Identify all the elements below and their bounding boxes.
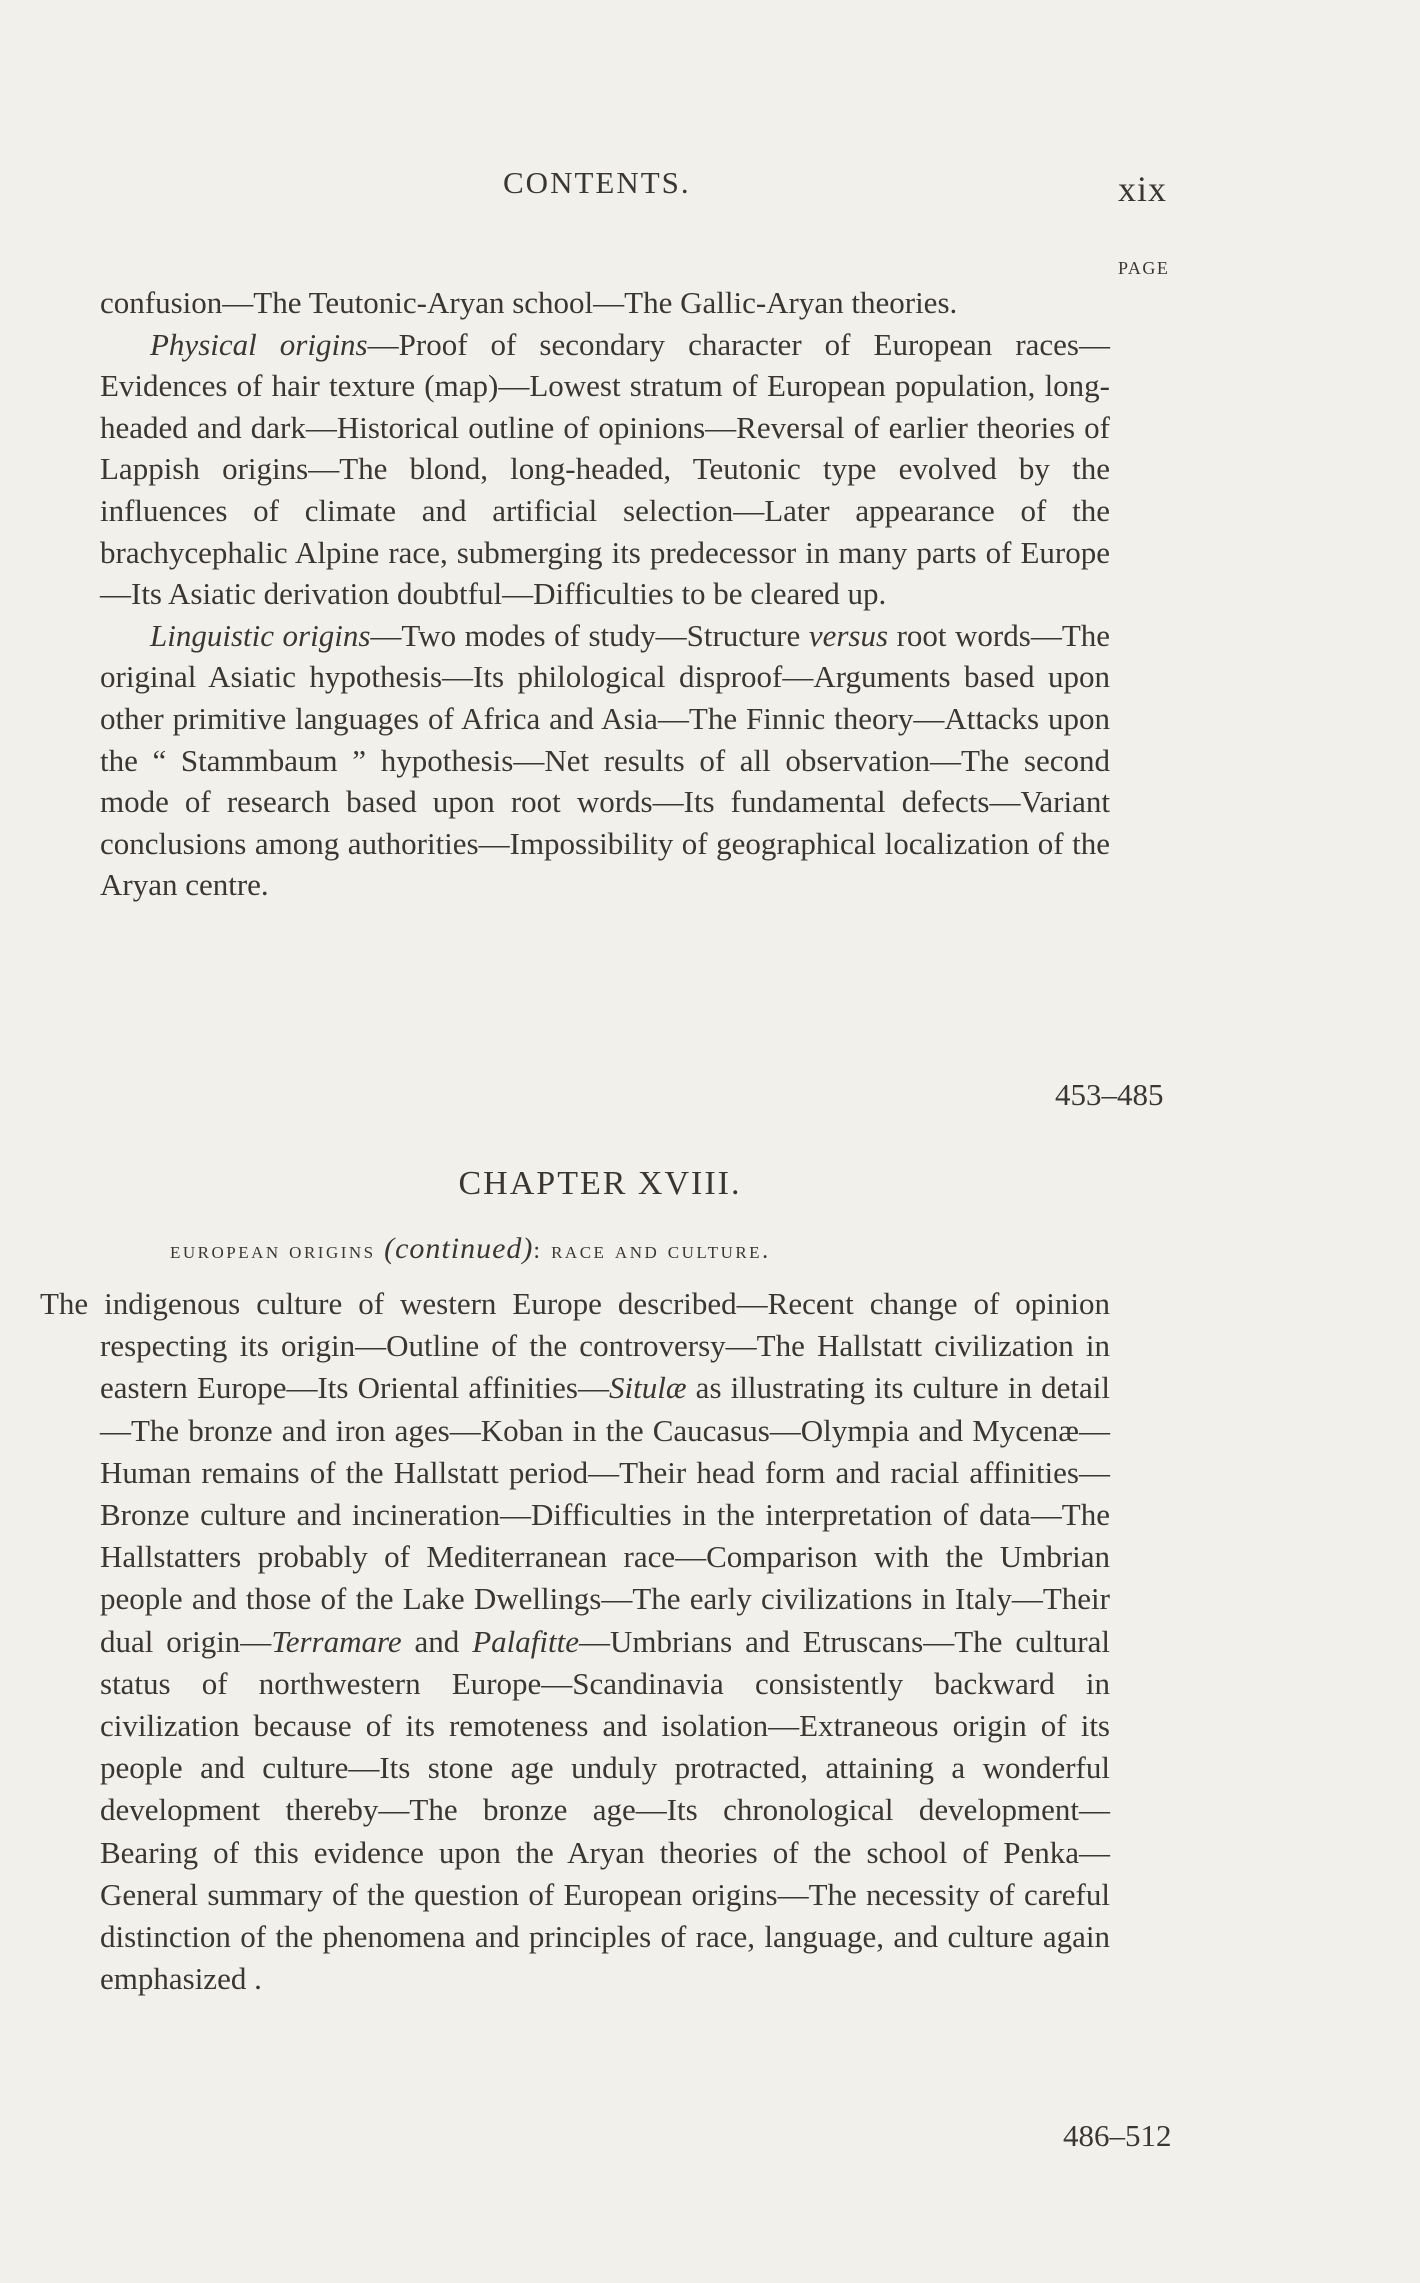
chapter-subtitle-continued: (continued) bbox=[384, 1232, 534, 1265]
running-head: CONTENTS. bbox=[503, 165, 691, 200]
versus-word: versus bbox=[808, 617, 889, 653]
page-number: xix bbox=[1118, 169, 1168, 209]
and-word: and bbox=[401, 1623, 473, 1659]
palafitte-word: Palafitte bbox=[472, 1623, 579, 1659]
chapter18-summary bbox=[40, 1283, 1110, 2000]
linguistic-origins-label: Linguistic origins bbox=[150, 617, 371, 653]
chapter18-paragraph bbox=[40, 1283, 1110, 2000]
situlae-word: Situlæ bbox=[609, 1370, 687, 1406]
page-column-label: PAGE bbox=[1118, 258, 1170, 278]
physical-origins-label: Physical origins bbox=[150, 326, 368, 362]
chapter18-text-1: The indigenous culture of western Europe described—Recent change of opinion respecting its origin—Outline of the controversy—The Hallstatt civilization in eastern Europe—Its Oriental affinities— bbox=[40, 1286, 1110, 1406]
chapter17-page-range: 453–485 bbox=[1055, 1077, 1164, 1112]
chapter-title: CHAPTER XVIII. bbox=[458, 1165, 742, 1202]
physical-origins-text: —Proof of secondary character of European races—Evidences of hair texture (map)—Lowest stratum of European population, long-headed and dark—Historical outline of opinions—Reversal of earlier theories of Lappish origins—The blond, long-headed, Teutonic type evolved by the influences of climate and artificial selection—Later appearance of the brachycephalic Alpine race, submerging its predecessor in many parts of Europe—Its Asiatic derivation doubtful—Difficulties to be cleared up. bbox=[100, 326, 1110, 612]
chapter17-intro: confusion—The Teutonic-Aryan school—The Gallic-Aryan theories. bbox=[100, 285, 958, 320]
linguistic-text-1: —Two modes of study—Structure bbox=[370, 617, 809, 653]
linguistic-origins-paragraph bbox=[100, 615, 1110, 906]
terramare-word: Terramare bbox=[271, 1623, 402, 1659]
chapter-subtitle-part1: european origins bbox=[170, 1238, 376, 1264]
chapter18-page-range: 486–512 bbox=[1063, 2118, 1172, 2153]
chapter18-text-2: as illustrating its culture in detail—The bronze and iron ages—Koban in the Caucasus—Olympia and Mycenæ—Human remains of the Hallstatt period—Their head form and racial affinities—Bronze culture and incineration—Difficulties in the interpretation of data—The Hallstatters probably of Mediterranean race—Comparison with the Umbrian people and those of the Lake Dwellings—The early civilizations in Italy—Their dual origin— bbox=[100, 1370, 1110, 1659]
chapter-subtitle bbox=[170, 1232, 771, 1266]
chapter18-text-3: —Umbrians and Etruscans—The cultural status of northwestern Europe—Scandinavia consistently backward in civilization because of its remoteness and isolation—Extraneous origin of its people and culture—Its stone age unduly protracted, attaining a wonderful development thereby—The bronze age—Its chronological development—Bearing of this evidence upon the Aryan theories of the school of Penka—General summary of the question of European origins—The necessity of careful distinction of the phenomena and principles of race, language, and culture again emphasized . bbox=[100, 1623, 1111, 1997]
chapter17-continuation bbox=[100, 282, 1110, 906]
physical-origins-paragraph bbox=[100, 324, 1110, 615]
chapter-subtitle-part2: : race and culture. bbox=[533, 1238, 771, 1264]
linguistic-text-2: root words—The original Asiatic hypothesis—Its philological disproof—Arguments based upon other primitive languages of Africa and Asia—The Finnic theory—Attacks upon the “ Stammbaum ” hypothesis—Net results of all observation—The second mode of research based upon root words—Its fundamental defects—Variant conclusions among authorities—Impossibility of geographical localization of the Aryan centre. bbox=[100, 617, 1111, 903]
